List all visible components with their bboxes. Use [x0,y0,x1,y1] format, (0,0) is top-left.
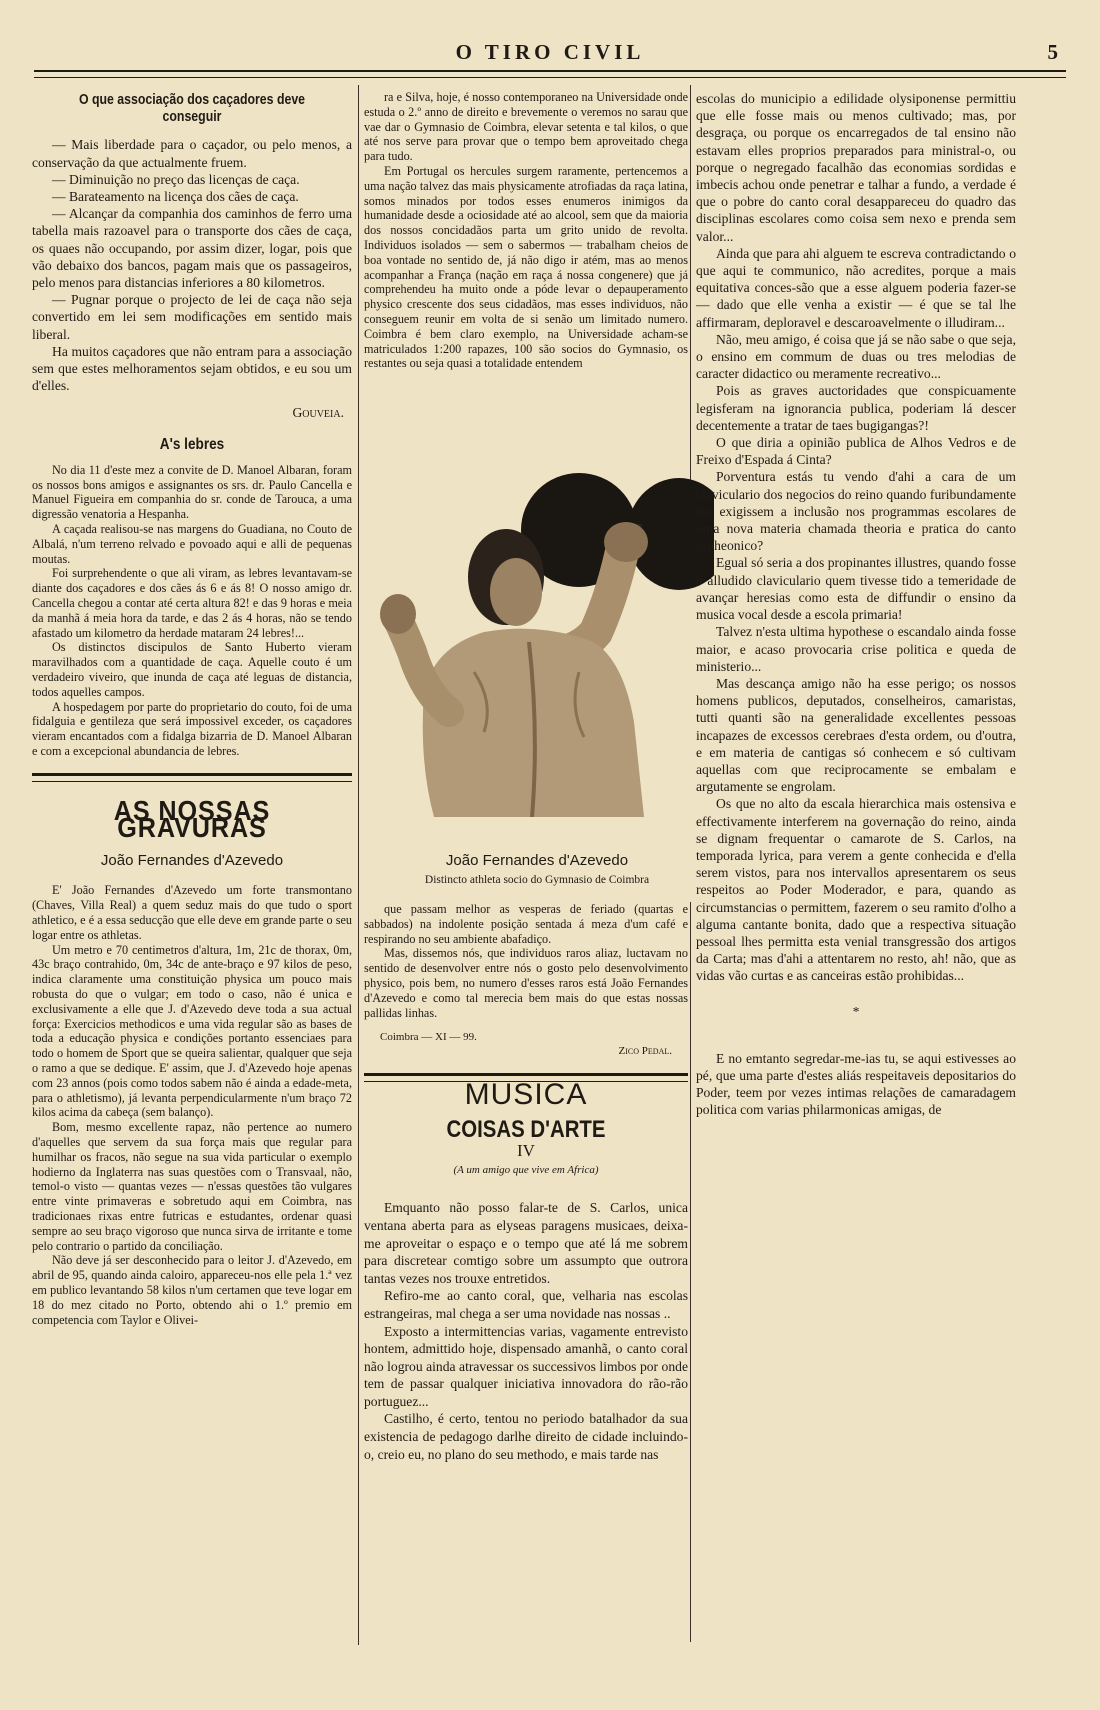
paragraph: ra e Silva, hoje, é nosso contemporaneo na Universidade onde estuda o 2.º anno de direito e brevemente o veremos no sarau que vae dar o Gymnasio de Coimbra, elevar setenta e tal kilos, o que até nos serve para provar que o tempo bem aproveitado chega para tudo. [364,90,688,164]
article-heading-association: O que associação dos caçadores deve conseguir [78,92,306,126]
column-divider [690,902,691,1642]
paragraph: E no emtanto segredar-me-ias tu, se aqui estivesses ao pé, que uma parte d'estes aliás respeitaveis depositarios do Poder, teem por vezes intimas relações de camaradagem politica com varias philarmonicas amigas, de [696,1050,1016,1118]
paragraph: No dia 11 d'este mez a convite de D. Manoel Albaran, foram os nossos bons amigos e assignantes os srs. dr. Paulo Cancella e Manuel Figueira em companhia do sr. conde de Tarouca, a uma digressão venatoria a Hespanha. [32,462,352,522]
section-separator-asterisk: * [852,1003,860,1019]
figure-caption-subtitle: Distincto athleta socio do Gymnasio de Coimbra [424,874,650,886]
paragraph: Foi surprehendente o que ali viram, as lebres levantavam-se diante dos caçadores e dos cães ás 6 e ás 8! O nosso amigo dr. Cancella chegou a contar até certa altura 82! e das 9 horas e meia da manhã á meia hora da tarde, e das 2 ás 4 horas, não se tendo afastado um kilometro da herdade mataram 24 lebres!... [32,566,352,640]
paragraph: Um metro e 70 centimetros d'altura, 1m, 21c de thorax, 0m, 43c braço contrahido, 0m, 34c de ante-braço e 97 kilos de peso, indica claramente uma constituição physica um pouco mais robusta do que o vulgar; em todo o caso, não é unica e exclusivamente a elle que J. d'Azevedo deve toda a sua actual força: Exercicios methodicos e uma vida regular são as bases de toda a educação physica e condições portanto essenciaes para todo o homem de Sport que se queira salientar, qualquer que seja o ramo a que se dedique. E' assim, que J. d'Azevedo hoje apenas com 23 annos (pois como todos sabem não é ainda a edade-meta, para o athletismo), já levanta perpendicularmente n'um braço 72 kilos acima da cabeça (sem balanço). [32,942,352,1120]
paragraph: Talvez n'esta ultima hypothese o escandalo ainda fosse maior, e acaso provocaria crise politica e queda de ministerio... [696,624,1016,674]
paragraph: A caçada realisou-se nas margens do Guadiana, no Couto de Albalá, n'um terreno relvado e povoado aqui e alli de pequenas moutas. [32,522,352,566]
section-heading-musica: MUSICA [464,1078,588,1112]
paragraph: Os que no alto da escala hierarchica mais ostensiva e effectivamente interferem na governação do reino, ainda se dignam frequentar o camarote de S. Carlos, na temporada lyrica, para verem a gente conhecida e d'ella serem vistos, para nos intervallos apresentarem os seus respeitos ao Poder Moderador, e para, quando as circumstancias o permittem, fazerem o seu ramito d'olho a alguma cantante bonita, dado que a respectiva situação pessoal lhes permitta esta venial transgressão dos artigos da Carta; mas d'ahi a attentarem no resto, ah! não, que as vidas vão curtas e as canceiras estão prohibidas... [696,796,1016,984]
paragraph: Mas descança amigo não ha esse perigo; os nossos homens publicos, deputados, conselheiros, camaristas, tutti quanti são na generalidade excellentes pessoas incapazes de excessos cerebraes d'esta ordem, ou d'outra, e em materia de cantigas só conhecem e só cultivam aquellas com que reciprocamente se embalam e argutamente se engrolam. [696,675,1016,795]
newspaper-title: O TIRO CIVIL [455,40,645,64]
column-1 [32,90,352,1327]
paragraph: — Diminuição no preço das licenças de caça. [52,171,300,187]
paragraph: Pois as graves auctoridades que conspicuamente legisferam na ignorancia publica, poderiam lá descer decentemente a tratar de taes bugigangas?! [696,383,1016,433]
paragraph: Mas, dissemos nós, que individuos raros aliaz, luctavam no sentido de desenvolver entre nós o gosto pelo desenvolvimento physico, pois bem, no numero d'esses raros está João Fernandes d'Azevedo e como tal merecia bem mais do que estas nossas pallidas linhas. [364,946,688,1020]
paragraph: Porventura estás tu vendo d'ahi a cara de um claviculario dos negocios do reino quando furibundamente lhe exigissem a inclusão nos programmas escolares de uma nova materia chamada theoria e pratica do canto orpheonico? [696,469,1016,554]
article-dedication: (A um amigo que vive em Africa) [453,1163,599,1176]
paragraph: — Mais liberdade para o caçador, ou pelo menos, a conservação da que actualmente fruem. [32,137,352,170]
masthead [34,38,1066,72]
page-number: 5 [1047,40,1058,64]
paragraph: A hospedagem por parte do proprietario do couto, foi de uma fidalguia e gentileza que será impossivel exceder, os caçadores vieram encantados com a fidalga bizarria de D. Manoel Albaran e com a excepcional abundancia de lebres. [32,699,352,758]
article-heading-coisas-darte: COISAS D'ARTE [446,1115,606,1143]
paragraph: — Alcançar da companhia dos caminhos de ferro uma tabella mais razoavel para o transporte dos cães de caça, os quaes não occupando, por assim dizer, logar, pois que vão debaixo dos bancos, pagam mais que os passageiros, pelo menos para distancias inferiores a 80 kilometros. [32,206,352,291]
section-heading-gravuras: AS NOSSAS GRAVURAS [113,794,271,843]
paragraph: Não deve já ser desconhecido para o leitor J. d'Azevedo, em abril de 95, quando ainda caloiro, appareceu-nos elle pela 1.ª vez em publico levantando 58 kilos n'um certamen que teve logar em 18 do mez citado no Porto, obtendo ahi o 1.º premio em competencia com Taylor e Olivei- [32,1253,352,1327]
paragraph: Em Portugal os hercules surgem raramente, pertencemos a uma nação talvez das mais physicamente atrofiadas da raça latina, somos minados por todos esses enumeros inimigos da humanidade desde a ociosidade até ao alcool, sem que da maioria dos nossos concidadãos parta um grito unido de revolta. Individuos isolados — sem o sabermos — trabalham cheios de boa vontade no sentido de, já não digo ir atém, mas ao menos acompanhar a França (nação em raça á nossa congenere) que já comprehendeu ha muito onde a póde levar o depauperamento physico crescente dos seus cidadãos, mas esses individuos, não conseguem reunir em volta de si senão um limitado numero. Coimbra é bem claro exemplo, na Universidade acham-se matriculados 1:200 rapazes, 100 são socios do Gymnasio, os restantes ou seja quasi a totalidade entendem [364,163,688,371]
article-number: IV [517,1140,535,1160]
paragraph: — Pugnar porque o projecto de lei de caça não seja convertido em lei sem modificações em sentido mais liberal. [32,292,352,342]
paragraph: Emquanto não posso falar-te de S. Carlos, unica ventana aberta para as elyseas paragens musicaes, deixa-me aproveitar o espaço e o tempo que até lá me sobrem para discretear comtigo sobre um assumpto que outrora tantas vezes nos trouxe entretidos. [364,1200,688,1286]
dateline: Coimbra — XI — 99. [380,1031,477,1044]
paragraph: Refiro-me ao canto coral, que, velharia nas escolas estrangeiras, mal chega a ser uma novidade nas nossas .. [364,1288,688,1321]
paragraph: Ainda que para ahi alguem te escreva contradictando o que aqui te communico, não acredites, porque a mais equitativa conces-são que a esse alguem poderia fazer-se — dado que elle venha a existir — é que se tal lhe affirmaram, deploravel e descaroavelmente o illudiram... [696,245,1016,330]
athlete-fist [380,594,416,634]
paragraph: que passam melhor as vesperas de feriado (quartas e sabbados) na indolente posição sentada á meza d'um café e respirando no seu ambiente abafadiço. [364,902,688,946]
subheading-azevedo: João Fernandes d'Azevedo [100,852,284,870]
column-3 [696,90,1016,1119]
figure-caption-name: João Fernandes d'Azevedo [445,852,629,869]
paragraph: escolas do municipio a edilidade olysiponense permittiu que elle fosse mais ou menos cultivado; mas, por desgraça, ou porque os encarregados de tal ensino não estavam elles proprios preparados para ministral-o, ou porque o negregado facalhão das economias sordidas e imbecis achou onde penetrar e talhar a fundo, a verdade é que o pobre do canto coral desappareceu do quadro das disciplinas escolares como coisa sem nexo e prenda sem valor... [696,91,1016,244]
section-rule [32,773,352,782]
paragraph: — Barateamento na licença dos cães de caça. [52,189,299,205]
athlete-engraving [364,452,714,892]
paragraph: Ha muitos caçadores que não entram para a associação sem que estes melhoramentos sejam obtidos, e eu sou um d'elles. [32,343,352,394]
column-2-bottom [364,902,688,1463]
column-2-top [364,90,688,371]
column-divider [358,85,359,1645]
signature-gouveia: Gouveia. [292,405,344,421]
paragraph: Não, meu amigo, é coisa que já se não sabe o que seja, o ensino em commum de duas ou tres melodias de caracter didactico ou meramente recreativo... [696,331,1016,382]
masthead-rule [34,70,1066,78]
signature-zico-pedal: Zico Pedal. [618,1045,672,1058]
paragraph: Exposto a intermittencias varias, vagamente entrevisto hontem, admittido hoje, dispensado amanhã, o canto coral não logrou ainda atravessar os successivos limbos por onde tem de passar qualquer iniciativa innovadora do rão-rão portuguez... [364,1323,688,1409]
paragraph: Os distinctos discipulos de Santo Huberto vieram maravilhados com a quantidade de caça. Aquelle couto é um verdadeiro viveiro, que inunda de caça até leguas de distancia, todos aquelles campos. [32,640,352,699]
article-heading-lebres: A's lebres [159,435,225,453]
paragraph: Egual só seria a dos propinantes illustres, quando fosse o alludido claviculario quem tivesse tido a temeridade de avançar heresias como esta de diffundir o ensino da musica vocal desde a escola primaria! [696,555,1016,623]
paragraph: Bom, mesmo excellente rapaz, não pertence ao numero d'aquelles que servem da sua força mais que regular para humilhar os fracos, não segue na sua vida particular o exemplo hodierno da Inglaterra nas suas questões com o Transvaal, não, temol-o visto — quantas vezes — n'essas questões tão vulgares entre vinte primaveras e sobretudo aqui em Coimbra, nas tradicionaes rixas entre futricas e estudantes, ordenar quasi sempre ao seu braço vigoroso que nunca sirva de irritante e tome pelo contrario o partido da conciliação. [32,1120,352,1253]
paragraph: E' João Fernandes d'Azevedo um forte transmontano (Chaves, Villa Real) a quem seduz mais do que tudo o sport athletico, e é a essa seducção que elle deve em grande parte o seu logar entre os athletas. [32,883,352,942]
paragraph: O que diria a opinião publica de Alhos Vedros e de Freixo d'Espada á Cinta? [696,435,1016,468]
paragraph: Castilho, é certo, tentou no periodo batalhador da sua existencia de pedagogo darlhe direito de cidade incluindo-o, creio eu, no plano do seu methodo, e mais tarde nas [364,1411,688,1462]
